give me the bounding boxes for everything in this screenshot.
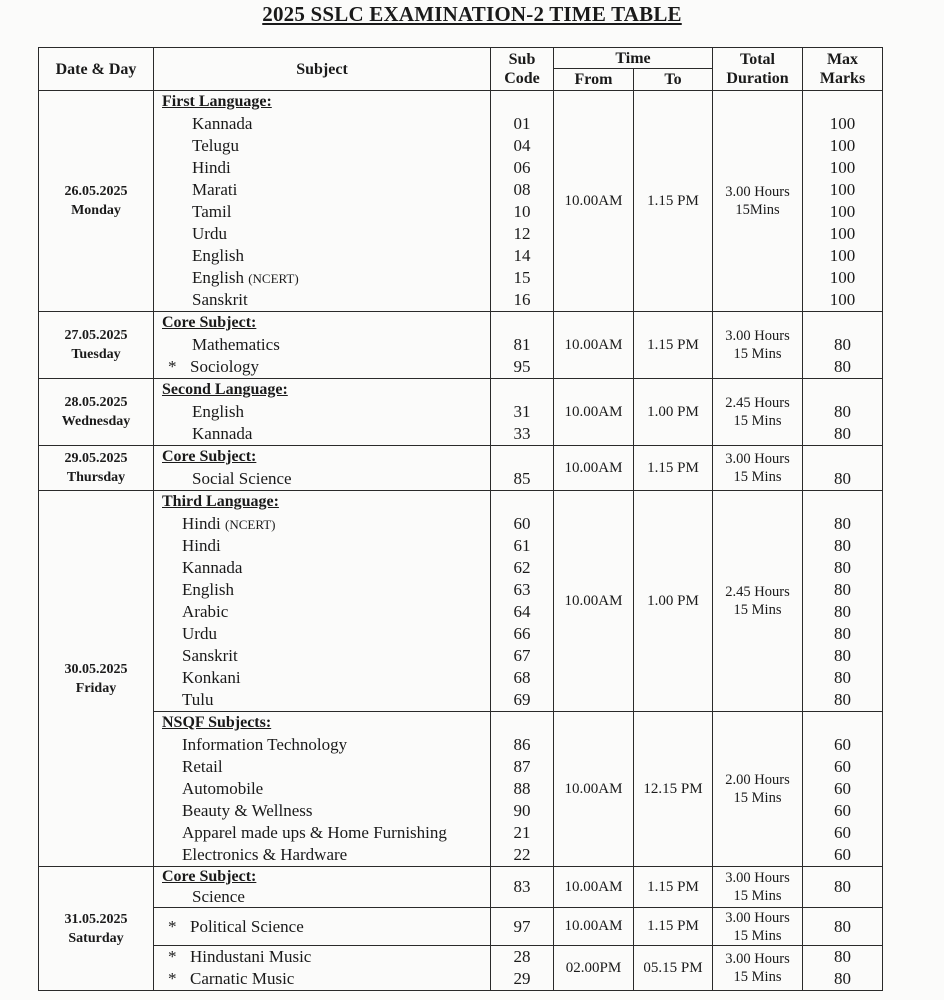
- subject-name: Hindustani Music: [190, 947, 312, 966]
- subject-group-heading: NSQF Subjects:: [162, 714, 272, 731]
- sub-code: 04: [513, 136, 531, 155]
- table-row: [39, 867, 883, 908]
- subject-cell: [154, 446, 491, 491]
- table-row: [39, 379, 883, 446]
- max-marks: 60: [834, 757, 852, 776]
- sub-code: 31: [513, 402, 531, 421]
- subject-name: English: [192, 246, 244, 265]
- code-cell: [491, 712, 554, 867]
- subject-name: Kannada: [192, 424, 253, 443]
- subject-name: Urdu: [182, 624, 217, 643]
- subject-cell: [154, 491, 491, 712]
- subject-name-ncert: [162, 267, 490, 289]
- header-to: To: [634, 69, 713, 91]
- table-row: [39, 908, 883, 946]
- max-marks: 100: [829, 246, 856, 265]
- subject-name: Urdu: [192, 224, 227, 243]
- max-marks: 100: [829, 158, 856, 177]
- subject-name: Social Science: [192, 469, 292, 488]
- subject-name: Political Science: [190, 916, 304, 936]
- max-marks: 100: [829, 224, 856, 243]
- max-marks: 60: [834, 779, 852, 798]
- sub-code: 67: [513, 646, 531, 665]
- exam-date: 26.05.2025: [64, 184, 128, 199]
- subject-group-heading: Core Subject:: [162, 448, 257, 465]
- subject-cell: [154, 908, 491, 946]
- max-marks: 60: [834, 801, 852, 820]
- sub-code: 85: [513, 469, 531, 488]
- duration-mins: 15 Mins: [733, 927, 782, 944]
- duration-hours: 3.00 Hours: [725, 909, 790, 926]
- exam-date: 29.05.2025: [64, 451, 128, 466]
- total-duration: [713, 908, 803, 946]
- sub-code: 01: [513, 114, 531, 133]
- header-time: Time: [554, 48, 713, 69]
- subject-name: Sanskrit: [182, 646, 238, 665]
- max-marks: 80: [834, 646, 852, 665]
- subject-name: Tamil: [192, 202, 232, 221]
- marks-cell: [803, 91, 883, 312]
- total-duration: [713, 312, 803, 379]
- marks-cell: [803, 379, 883, 446]
- sub-code: 22: [513, 845, 531, 864]
- sub-code: 15: [513, 268, 531, 287]
- sub-code: 95: [513, 357, 531, 376]
- exam-date: 30.05.2025: [64, 661, 128, 677]
- time-to: 1.15 PM: [634, 908, 713, 946]
- page-title: 2025 SSLC EXAMINATION-2 TIME TABLE: [262, 2, 682, 26]
- sub-code: 29: [513, 969, 531, 988]
- sub-code: 97: [491, 908, 554, 946]
- time-to: 1.15 PM: [634, 312, 713, 379]
- sub-code: 86: [513, 735, 531, 754]
- timetable: [38, 47, 883, 991]
- sub-code: 16: [513, 290, 531, 309]
- sub-code: 88: [513, 779, 531, 798]
- total-duration: [713, 946, 803, 991]
- exam-date: 28.05.2025: [64, 395, 128, 410]
- sub-code: 06: [513, 158, 531, 177]
- subject-name: Tulu: [182, 690, 214, 709]
- duration-hours: 3.00 Hours: [725, 951, 790, 967]
- exam-day: Thursday: [66, 470, 126, 485]
- date-cell: [39, 491, 154, 867]
- max-marks: 80: [803, 908, 883, 946]
- subject-group-heading: Third Language:: [162, 493, 279, 510]
- asterisk-mark: *: [168, 969, 177, 988]
- time-to: 1.15 PM: [634, 867, 713, 908]
- sub-code: 83: [491, 867, 554, 908]
- subject-name: Sanskrit: [192, 290, 248, 309]
- table-row: [39, 446, 883, 491]
- sub-code: 81: [513, 335, 531, 354]
- sub-code: 87: [513, 757, 531, 776]
- time-from: 02.00PM: [554, 946, 634, 991]
- table-row: [39, 712, 883, 867]
- subject-cell: [154, 91, 491, 312]
- time-to: 1.00 PM: [634, 379, 713, 446]
- time-from: 10.00AM: [554, 712, 634, 867]
- sub-code: 28: [513, 947, 531, 966]
- duration-mins: 15Mins: [735, 202, 780, 218]
- date-cell: [39, 446, 154, 491]
- sub-code: 61: [513, 536, 531, 555]
- max-marks: 80: [834, 424, 852, 443]
- header-total-duration: [713, 48, 803, 91]
- exam-day: Saturday: [68, 930, 124, 946]
- subject-name: Beauty & Wellness: [182, 801, 313, 820]
- exam-day: Friday: [75, 680, 117, 696]
- time-to: 05.15 PM: [634, 946, 713, 991]
- max-marks: 100: [829, 136, 856, 155]
- max-marks: 80: [834, 558, 852, 577]
- duration-hours: 2.45 Hours: [725, 395, 790, 411]
- subject-name: Carnatic Music: [190, 969, 295, 988]
- exam-date: 31.05.2025: [64, 911, 128, 927]
- time-to: 1.15 PM: [634, 446, 713, 491]
- max-marks: 100: [829, 180, 856, 199]
- exam-day: Tuesday: [71, 347, 121, 362]
- max-marks: 80: [834, 969, 852, 988]
- sub-code: 60: [513, 514, 531, 533]
- max-marks: 80: [834, 668, 852, 687]
- exam-date: 27.05.2025: [64, 328, 128, 343]
- subject-group-heading: Core Subject:: [162, 314, 257, 331]
- header-max: Max: [826, 51, 859, 68]
- max-marks: 80: [834, 514, 852, 533]
- max-marks: 80: [834, 580, 852, 599]
- time-to: 1.15 PM: [634, 91, 713, 312]
- max-marks: 80: [834, 624, 852, 643]
- max-marks: 100: [829, 268, 856, 287]
- subject-name: Arabic: [182, 602, 229, 621]
- subject-cell: [154, 312, 491, 379]
- subject-name: Hindi: [182, 536, 221, 555]
- marks-cell: [803, 946, 883, 991]
- subject-cell: [154, 946, 491, 991]
- duration-hours: 3.00 Hours: [725, 328, 790, 344]
- sub-code: 14: [513, 246, 531, 265]
- table-row: [39, 91, 883, 312]
- code-cell: [491, 91, 554, 312]
- sub-code: 21: [513, 823, 531, 842]
- max-marks: 80: [834, 357, 852, 376]
- date-cell: [39, 91, 154, 312]
- max-marks: 60: [834, 735, 852, 754]
- subject-name: Apparel made ups & Home Furnishing: [182, 823, 447, 842]
- subject-name: Science: [192, 887, 245, 906]
- duration-hours: 3.00 Hours: [725, 451, 790, 467]
- header-duration: Duration: [726, 70, 789, 87]
- subject-name: Electronics & Hardware: [182, 845, 348, 864]
- duration-hours: 3.00 Hours: [725, 184, 790, 200]
- subject-name: Marati: [192, 180, 238, 199]
- subject-name: Kannada: [192, 114, 253, 133]
- sub-code: 69: [513, 690, 531, 709]
- code-cell: [491, 312, 554, 379]
- total-duration: [713, 491, 803, 712]
- header-from: From: [554, 69, 634, 91]
- header-max-marks: [803, 48, 883, 91]
- time-to: 12.15 PM: [634, 712, 713, 867]
- sub-code: 62: [513, 558, 531, 577]
- asterisk-mark: *: [168, 916, 177, 936]
- ncert-note: (NCERT): [248, 271, 299, 286]
- header-date-day: Date & Day: [39, 48, 154, 91]
- marks-cell: [803, 712, 883, 867]
- total-duration: [713, 446, 803, 491]
- time-to: 1.00 PM: [634, 491, 713, 712]
- duration-mins: 15 Mins: [733, 969, 782, 985]
- subject-cell: [154, 379, 491, 446]
- subject-name: English: [192, 402, 244, 421]
- total-duration: [713, 712, 803, 867]
- marks-cell: [803, 446, 883, 491]
- duration-mins: 15 Mins: [733, 346, 782, 362]
- subject-name: Mathematics: [192, 335, 280, 354]
- time-from: 10.00AM: [554, 379, 634, 446]
- subject-name: Telugu: [192, 136, 239, 155]
- duration-mins: 15 Mins: [733, 602, 782, 618]
- max-marks: 80: [834, 947, 852, 966]
- header-subject: Subject: [154, 48, 491, 91]
- duration-mins: 15 Mins: [733, 413, 782, 429]
- date-cell: [39, 312, 154, 379]
- header-sub-code: [491, 48, 554, 91]
- subject-group-heading: Second Language:: [162, 381, 288, 398]
- time-from: 10.00AM: [554, 91, 634, 312]
- subject-name: Kannada: [182, 558, 243, 577]
- duration-mins: 15 Mins: [733, 888, 782, 904]
- max-marks: 100: [829, 290, 856, 309]
- subject-group-heading: Core Subject:: [162, 868, 257, 885]
- time-from: 10.00AM: [554, 867, 634, 908]
- subject-name: English: [192, 268, 244, 287]
- max-marks: 60: [834, 845, 852, 864]
- asterisk-mark: *: [168, 357, 177, 376]
- subject-name: Information Technology: [182, 735, 348, 754]
- duration-hours: 2.00 Hours: [725, 772, 790, 788]
- header-total: Total: [740, 51, 775, 68]
- subject-cell: [154, 867, 491, 908]
- subject-name: Hindi: [182, 514, 221, 533]
- subject-cell: [154, 712, 491, 867]
- sub-code: 08: [513, 180, 531, 199]
- subject-name-ncert: [162, 513, 490, 535]
- duration-hours: 2.45 Hours: [725, 584, 790, 600]
- max-marks: 80: [834, 690, 852, 709]
- total-duration: [713, 867, 803, 908]
- table-row: [39, 491, 883, 712]
- subject-group-heading: First Language:: [162, 93, 272, 110]
- code-cell: [491, 946, 554, 991]
- exam-day: Wednesday: [61, 414, 131, 429]
- subject-name: Konkani: [182, 668, 241, 687]
- asterisk-mark: *: [168, 947, 177, 966]
- subject-name: Retail: [182, 757, 223, 776]
- time-from: 10.00AM: [554, 312, 634, 379]
- max-marks: 80: [834, 402, 852, 421]
- time-from: 10.00AM: [554, 446, 634, 491]
- sub-code: 10: [513, 202, 531, 221]
- total-duration: [713, 91, 803, 312]
- ncert-note: (NCERT): [224, 517, 276, 532]
- table-row: [39, 312, 883, 379]
- duration-mins: 15 Mins: [733, 469, 782, 485]
- code-cell: [491, 491, 554, 712]
- max-marks: 80: [834, 536, 852, 555]
- sub-code: 68: [513, 668, 531, 687]
- duration-mins: 15 Mins: [733, 790, 782, 806]
- max-marks: 80: [803, 867, 883, 908]
- marks-cell: [803, 312, 883, 379]
- duration-hours: 3.00 Hours: [725, 870, 790, 886]
- max-marks: 80: [834, 469, 852, 488]
- time-from: 10.00AM: [554, 491, 634, 712]
- max-marks: 80: [834, 602, 852, 621]
- date-cell: [39, 379, 154, 446]
- date-cell: [39, 867, 154, 991]
- max-marks: 100: [829, 114, 856, 133]
- header-marks: Marks: [819, 70, 866, 87]
- sub-code: 90: [513, 801, 531, 820]
- sub-code: 12: [513, 224, 531, 243]
- max-marks: 80: [834, 335, 852, 354]
- sub-code: 66: [513, 624, 531, 643]
- table-row: [39, 946, 883, 991]
- subject-name: English: [182, 580, 234, 599]
- max-marks: 100: [829, 202, 856, 221]
- marks-cell: [803, 491, 883, 712]
- subject-name: Sociology: [190, 357, 259, 376]
- header-code: Code: [504, 70, 540, 87]
- sub-code: 33: [513, 424, 531, 443]
- code-cell: [491, 446, 554, 491]
- code-cell: [491, 379, 554, 446]
- max-marks: 60: [834, 823, 852, 842]
- header-sub: Sub: [508, 51, 536, 68]
- sub-code: 64: [513, 602, 531, 621]
- sub-code: 63: [513, 580, 531, 599]
- total-duration: [713, 379, 803, 446]
- subject-name: Automobile: [182, 779, 264, 798]
- exam-day: Monday: [71, 203, 121, 218]
- time-from: 10.00AM: [554, 908, 634, 946]
- subject-name: Hindi: [192, 158, 231, 177]
